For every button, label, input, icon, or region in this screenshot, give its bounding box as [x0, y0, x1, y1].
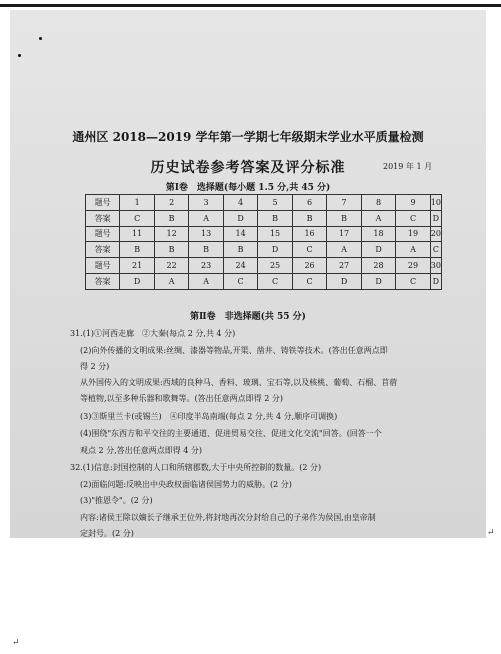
answer-table-cell: 25 [258, 258, 292, 274]
answer-line: 得 2 分) [80, 362, 110, 371]
answer-table-cell: 13 [189, 226, 223, 242]
answer-table-cell: 10 [430, 195, 441, 211]
answer-table-cell: D [327, 273, 361, 289]
answer-table-cell: 17 [327, 226, 361, 242]
answer-table-row [86, 195, 442, 211]
answer-table-cell: C [258, 273, 292, 289]
answer-table-cell: 22 [154, 258, 188, 274]
answer-table-cell: 8 [361, 195, 395, 211]
scanned-answer-sheet [10, 10, 486, 538]
answer-table-cell: B [258, 210, 292, 226]
answer-table-cell: 2 [154, 195, 188, 211]
answer-table-row [86, 226, 442, 242]
answer-table-cell: D [430, 210, 441, 226]
answer-table-cell: B [154, 242, 188, 258]
answer-table-cell: 1 [120, 195, 154, 211]
answer-table-row-label: 答案 [86, 210, 120, 226]
document-title: 历史试卷参考答案及评分标准 [150, 160, 346, 176]
answer-table-cell: A [361, 210, 395, 226]
answer-table-row-label: 题号 [86, 258, 120, 274]
answer-table-row-label: 题号 [86, 195, 120, 211]
answer-table-cell: D [258, 242, 292, 258]
answer-table-cell: 5 [258, 195, 292, 211]
answer-line: 31.(1)①河西走廊 ②大秦(每点 2 分,共 4 分) [70, 329, 236, 338]
answer-table-cell: 24 [223, 258, 257, 274]
answer-table-cell: 11 [120, 226, 154, 242]
answer-table-cell: B [223, 242, 257, 258]
answer-table-cell: 4 [223, 195, 257, 211]
answer-table-cell: 21 [120, 258, 154, 274]
answer-table-cell: C [292, 273, 326, 289]
answer-table-cell: 15 [258, 226, 292, 242]
answer-table-cell: 12 [154, 226, 188, 242]
answer-line: (4)围绕"东西方和平交往的主要通道、促进贸易交往、促进文化交流"回答。(回答一个 [80, 429, 382, 438]
top-border-line [0, 4, 501, 7]
answer-line: 观点 2 分,答出任意两点即得 4 分) [80, 446, 203, 455]
answer-line: (3)"推恩令"。(2 分) [80, 496, 153, 505]
answer-table-row-label: 答案 [86, 273, 120, 289]
answer-table-cell: 16 [292, 226, 326, 242]
answer-table-row [86, 210, 442, 226]
answer-table-cell: 19 [396, 226, 430, 242]
answer-table-cell: 30 [430, 258, 441, 274]
answer-table-cell: B [120, 242, 154, 258]
answer-table-cell: C [396, 210, 430, 226]
answer-table-cell: C [430, 242, 441, 258]
answer-table-cell: 27 [327, 258, 361, 274]
answer-table-cell: D [361, 242, 395, 258]
answer-table-cell: B [189, 242, 223, 258]
answer-table-row [86, 242, 442, 258]
paragraph-return-mark: ↵ [12, 638, 20, 648]
section-2-title: 第Ⅱ卷 非选择题(共 55 分) [190, 312, 306, 322]
answer-table-cell: D [120, 273, 154, 289]
answer-table-cell: 7 [327, 195, 361, 211]
answer-table-cell: 6 [292, 195, 326, 211]
answer-table-cell: A [327, 242, 361, 258]
answer-table-cell: 23 [189, 258, 223, 274]
answer-table-cell: A [396, 242, 430, 258]
answer-table-cell: C [396, 273, 430, 289]
answer-line: 内容:诸侯王除以嫡长子继承王位外,将封地再次分封给自己的子弟作为侯国,由皇帝制 [80, 513, 376, 522]
answer-table-row [86, 273, 442, 289]
answer-table-cell: 3 [189, 195, 223, 211]
answer-table [85, 194, 442, 290]
answer-line: (2)面临问题:反映出中央政权面临诸侯国势力的威胁。(2 分) [80, 480, 292, 489]
answer-table-cell: 18 [361, 226, 395, 242]
document-date: 2019 年 1 月 [383, 162, 433, 171]
answer-table-cell: D [223, 210, 257, 226]
answer-table-row-label: 答案 [86, 242, 120, 258]
answer-line: 从外国传入的文明成果:西域的良种马、香料、玻璃、宝石等,以及核桃、葡萄、石榴、苜蓿 [80, 378, 398, 387]
speck [18, 54, 21, 57]
answer-table-cell: C [292, 242, 326, 258]
answer-table-cell: A [154, 273, 188, 289]
answer-table-cell: D [361, 273, 395, 289]
paragraph-return-mark: ↵ [487, 528, 495, 538]
answer-table-cell: 14 [223, 226, 257, 242]
answer-table-cell: B [154, 210, 188, 226]
answer-table-cell: 26 [292, 258, 326, 274]
speck [39, 37, 42, 40]
answer-table-cell: A [189, 273, 223, 289]
answer-table-row [86, 258, 442, 274]
answer-table-cell: C [120, 210, 154, 226]
answer-table-cell: 29 [396, 258, 430, 274]
answer-line: 32.(1)信息:封国控制的人口和所辖郡数,大于中央所控制的数量。(2 分) [70, 463, 322, 472]
answer-line: 定封号。(2 分) [80, 529, 134, 538]
answer-table-cell: B [327, 210, 361, 226]
answer-line: (2)向外传播的文明成果:丝绸、漆器等物品,开渠、凿井、铸铁等技术。(答出任意两点即 [80, 346, 388, 355]
answer-table-row-label: 题号 [86, 226, 120, 242]
answer-table-cell: C [223, 273, 257, 289]
answer-line: (3)③斯里兰卡(或锡兰) ④印度半岛南端(每点 2 分,共 4 分,顺序可调换) [80, 412, 338, 421]
answer-table-cell: 20 [430, 226, 441, 242]
answer-table-cell: 9 [396, 195, 430, 211]
answer-table-cell: A [189, 210, 223, 226]
section-1-title: 第Ⅰ卷 选择题(每小题 1.5 分,共 45 分) [165, 183, 331, 193]
answer-table-cell: B [292, 210, 326, 226]
exam-title: 通州区 2018—2019 学年第一学期七年级期末学业水平质量检测 [72, 130, 424, 144]
answer-table-cell: D [430, 273, 441, 289]
answer-table-cell: 28 [361, 258, 395, 274]
answer-line: 等植物,以至多种乐器和歌舞等。(答出任意两点即得 2 分) [80, 394, 283, 403]
